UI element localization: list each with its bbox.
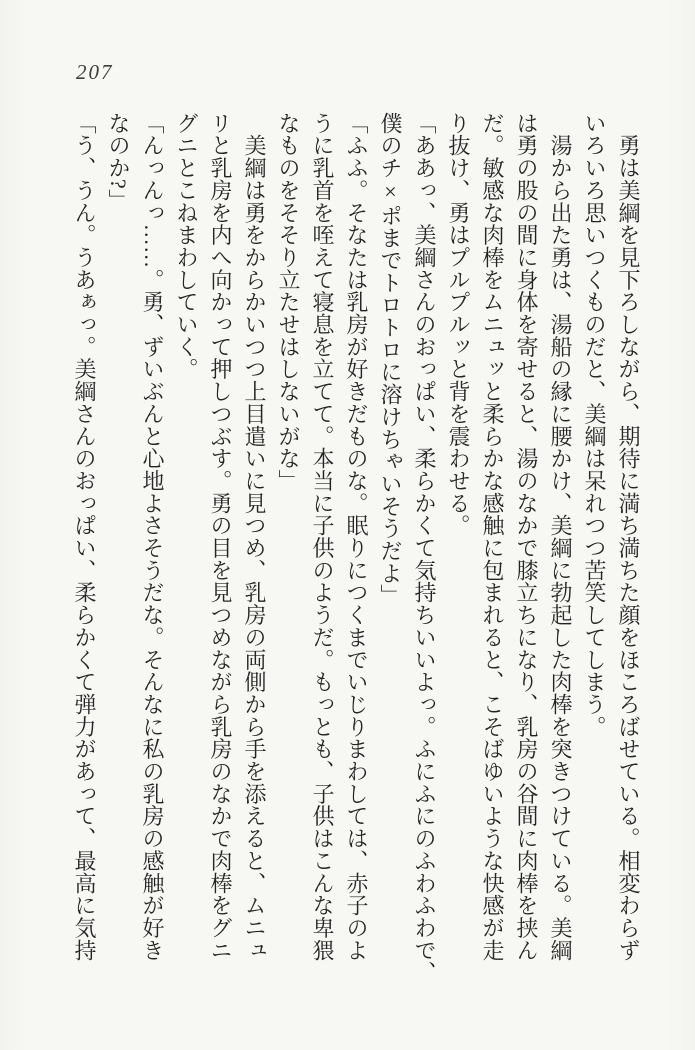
text-line: 美綱は勇をからかいつつ上目遣いに見つめ、乳房の両側から手を添えると、ムニュ: [242, 112, 267, 962]
text-line: り抜け、勇はプルプルッと背を震わせる。: [446, 112, 471, 537]
text-line: 「ああっ、美綱さんのおっぱい、柔らかくて気持ちいいよっ。ふにふにのふわふわで、: [412, 112, 437, 984]
text-line: 勇は美綱を見下ろしながら、期待に満ち満ちた顔をほころばせている。相変わらず: [616, 112, 641, 962]
text-line: 湯から出た勇は、湯船の縁に腰かけ、美綱に勃起した肉棒を突きつけている。美綱: [548, 112, 573, 962]
page-number: 207: [76, 60, 114, 84]
text-line: なのか?」: [106, 112, 131, 212]
vertical-text-block: [67, 112, 645, 984]
text-line: 「う、うん。うあぁっ。美綱さんのおっぱい、柔らかくて弾力があって、最高に気持: [72, 112, 97, 962]
text-line: グニとこねまわしていく。: [174, 112, 199, 381]
text-line: は勇の股の間に身体を寄せると、湯のなかで膝立ちになり、乳房の谷間に肉棒を挟ん: [514, 112, 539, 962]
text-line: だ。敏感な肉棒をムニュッと柔らかな感触に包まれると、こそばゆいような快感が走: [480, 112, 505, 962]
text-line: なものをそそり立たせはしないがな」: [276, 112, 301, 492]
text-line: 「ふふ。そなたは乳房が好きだものな。眠りにつくまでいじりまわしては、赤子のよ: [344, 112, 369, 962]
text-line: うに乳首を咥えて寝息を立てて。本当に子供のようだ。もっとも、子供はこんな卑猥: [310, 112, 335, 962]
text-line: いろいろ思いつくものだと、美綱は呆れつつ苦笑してしまう。: [582, 112, 607, 738]
text-line: 「んっんっ……。勇、ずいぶんと心地よさそうだな。そんなに私の乳房の感触が好き: [140, 112, 165, 962]
text-line: 僕のチ×ポまでトロトロに溶けちゃいそうだよ」: [378, 112, 403, 607]
text-line: リと乳房を内へ向かって押しつぶす。勇の目を見つめながら乳房のなかで肉棒をグニ: [208, 112, 233, 962]
